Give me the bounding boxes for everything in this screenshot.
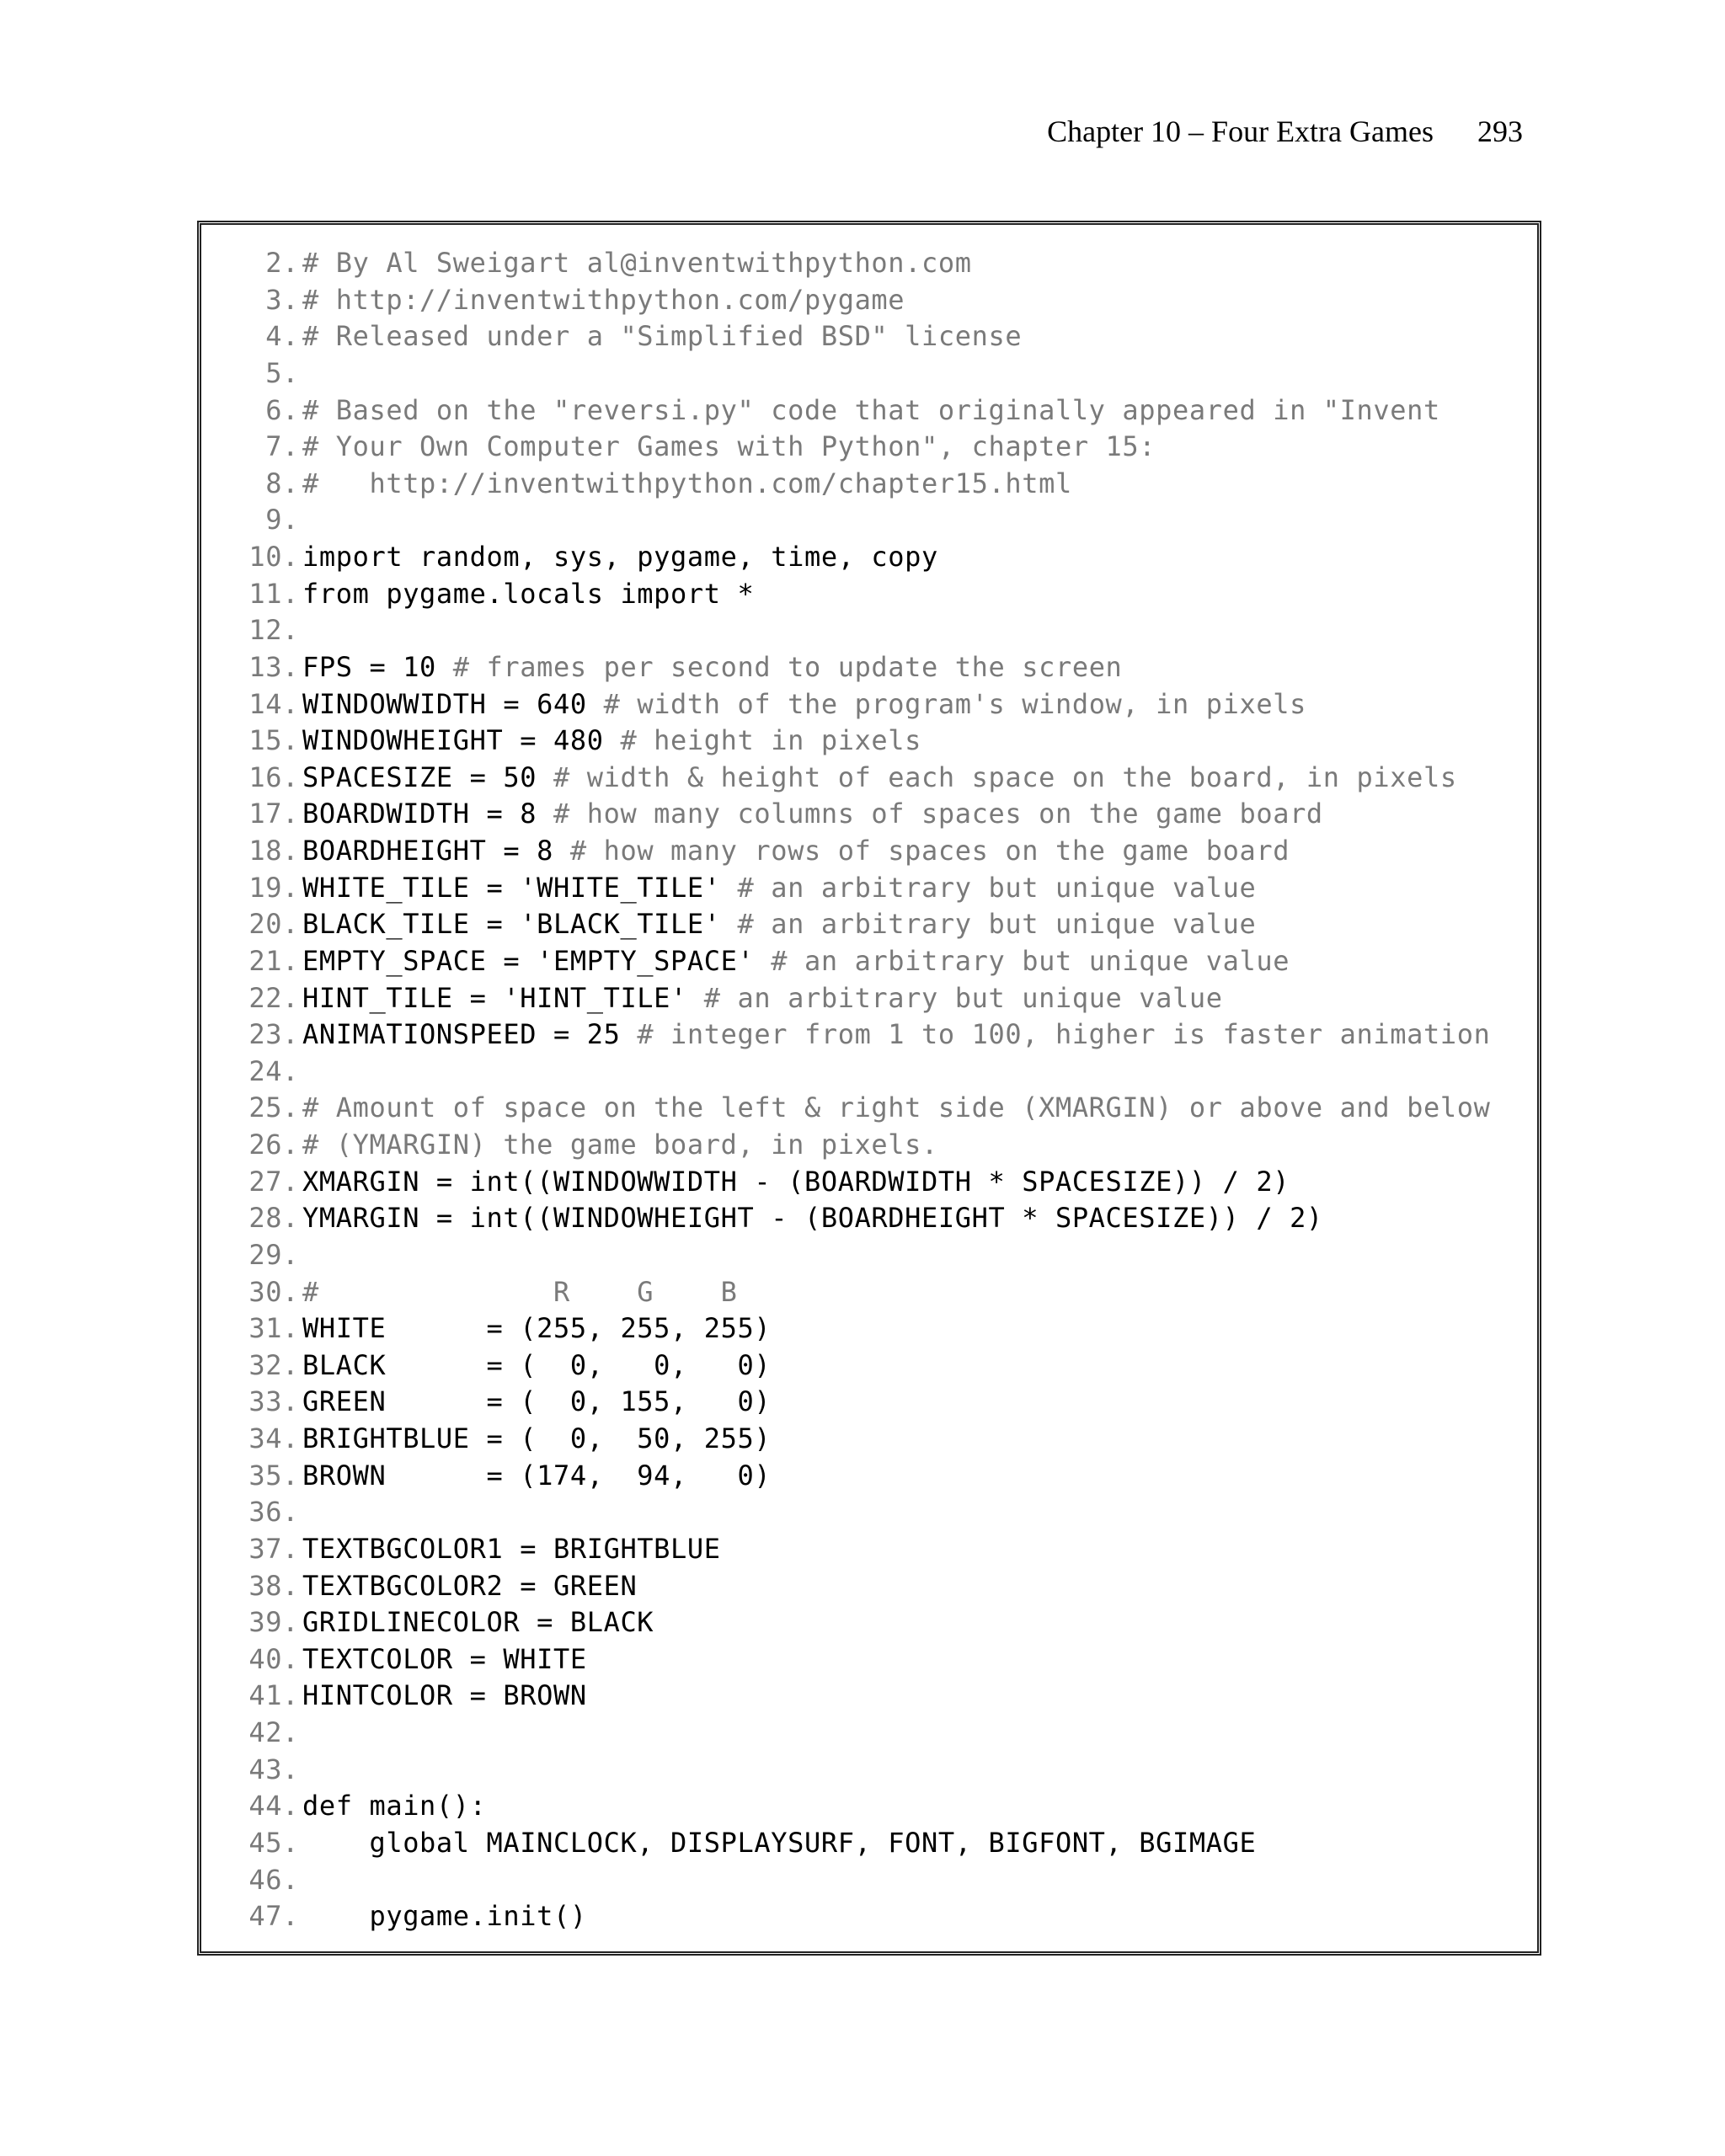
code-comment: # an arbitrary but unique value — [771, 944, 1290, 977]
line-number: 26. — [248, 1129, 299, 1161]
line-number: 2. — [265, 247, 299, 279]
code-comment: # R G B — [302, 1275, 738, 1308]
line-text — [302, 392, 1440, 430]
code-line — [201, 1898, 1537, 1935]
line-text — [302, 870, 1256, 907]
code-line — [201, 1017, 1537, 1054]
code-line — [201, 502, 1537, 539]
line-text — [302, 429, 1156, 466]
line-number: 40. — [248, 1642, 299, 1675]
code-line — [201, 355, 1537, 392]
code-line — [201, 1310, 1537, 1348]
line-text — [302, 833, 1290, 870]
code-listing-box — [197, 221, 1541, 1956]
code-text: WHITE_TILE = 'WHITE_TILE' — [302, 871, 738, 904]
line-number: 29. — [248, 1238, 299, 1271]
line-number: 8. — [265, 467, 299, 499]
line-text — [302, 686, 1306, 723]
code-text: TEXTCOLOR = WHITE — [302, 1642, 587, 1675]
line-text — [302, 1127, 938, 1164]
code-text: ANIMATIONSPEED = 25 — [302, 1018, 638, 1051]
code-text: BROWN = (174, 94, 0) — [302, 1459, 772, 1492]
line-text — [302, 1641, 587, 1678]
code-text: TEXTBGCOLOR2 = GREEN — [302, 1569, 638, 1602]
line-number: 27. — [248, 1165, 299, 1198]
code-line — [201, 318, 1537, 355]
line-number: 16. — [248, 760, 299, 793]
code-text: GRIDLINECOLOR = BLACK — [302, 1606, 654, 1639]
line-number: 17. — [248, 798, 299, 830]
code-text: global MAINCLOCK, DISPLAYSURF, FONT, BIGFONT, BGIMAGE — [302, 1826, 1257, 1859]
code-comment: # By Al Sweigart al@inventwithpython.com — [302, 247, 972, 279]
line-text — [302, 466, 1072, 503]
code-line — [201, 649, 1537, 686]
code-line — [201, 870, 1537, 907]
line-number: 3. — [265, 283, 299, 316]
code-comment: # an arbitrary but unique value — [737, 871, 1257, 904]
code-line — [201, 1127, 1537, 1164]
line-number: 25. — [248, 1091, 299, 1124]
line-text — [302, 1090, 1490, 1127]
code-text: FPS = 10 — [302, 650, 453, 683]
code-text: YMARGIN = int((WINDOWHEIGHT - (BOARDHEIGHT * SPACESIZE)) / 2) — [302, 1202, 1323, 1235]
code-comment: # http://inventwithpython.com/chapter15.html — [302, 467, 1072, 499]
line-number: 45. — [248, 1826, 299, 1859]
line-text — [302, 723, 921, 760]
code-line — [201, 539, 1537, 576]
code-line — [201, 1164, 1537, 1201]
code-text: GREEN = ( 0, 155, 0) — [302, 1385, 772, 1418]
line-number: 28. — [248, 1202, 299, 1235]
code-line — [201, 392, 1537, 430]
line-text — [302, 318, 1022, 355]
line-number: 24. — [248, 1054, 299, 1087]
page-number: 293 — [1477, 115, 1523, 148]
code-line — [201, 943, 1537, 980]
code-line — [201, 1825, 1537, 1862]
line-text — [302, 1678, 587, 1715]
line-text — [302, 760, 1457, 797]
code-line — [201, 1200, 1537, 1237]
line-number: 18. — [248, 835, 299, 867]
line-number: 14. — [248, 687, 299, 720]
code-text: from pygame.locals import * — [302, 577, 755, 610]
line-text — [302, 1604, 654, 1641]
line-number: 43. — [248, 1753, 299, 1785]
line-text — [302, 1531, 721, 1568]
line-text — [302, 1568, 637, 1605]
line-number: 33. — [248, 1385, 299, 1418]
line-text — [302, 576, 754, 613]
code-line — [201, 1531, 1537, 1568]
line-number: 42. — [248, 1716, 299, 1748]
line-number: 37. — [248, 1532, 299, 1565]
code-line — [201, 980, 1537, 1017]
code-comment: # frames per second to update the screen — [452, 650, 1123, 683]
line-number: 10. — [248, 541, 299, 573]
line-number: 47. — [248, 1900, 299, 1933]
line-number: 6. — [265, 393, 299, 426]
line-number: 13. — [248, 650, 299, 683]
code-comment: # an arbitrary but unique value — [737, 908, 1257, 941]
code-line — [201, 1641, 1537, 1678]
line-text — [302, 796, 1323, 833]
code-comment: # http://inventwithpython.com/pygame — [302, 283, 905, 316]
line-text — [302, 1164, 1290, 1201]
code-comment: # Based on the "reversi.py" code that originally appeared in "Invent — [302, 393, 1440, 426]
line-number: 32. — [248, 1348, 299, 1381]
chapter-title: Chapter 10 – Four Extra Games — [1047, 115, 1434, 148]
code-comment: # how many rows of spaces on the game board — [569, 835, 1290, 867]
code-line — [201, 1421, 1537, 1458]
line-text — [302, 1898, 587, 1935]
code-text: XMARGIN = int((WINDOWWIDTH - (BOARDWIDTH * SPACESIZE)) / 2) — [302, 1165, 1290, 1198]
code-line — [201, 1715, 1537, 1752]
code-line — [201, 906, 1537, 943]
code-comment: # an arbitrary but unique value — [703, 981, 1223, 1014]
line-text — [302, 245, 972, 282]
line-number: 9. — [265, 504, 299, 536]
line-text — [302, 1421, 771, 1458]
code-line — [201, 1237, 1537, 1274]
line-text — [302, 649, 1122, 686]
code-line — [201, 576, 1537, 613]
code-text: TEXTBGCOLOR1 = BRIGHTBLUE — [302, 1532, 721, 1565]
code-comment: # height in pixels — [620, 724, 922, 757]
line-text — [302, 282, 905, 319]
code-comment: # (YMARGIN) the game board, in pixels. — [302, 1129, 938, 1161]
code-comment: # Amount of space on the left & right side (XMARGIN) or above and below — [302, 1091, 1491, 1124]
line-text — [302, 1017, 1490, 1054]
code-comment: # Your Own Computer Games with Python", chapter 15: — [302, 430, 1156, 463]
line-number: 34. — [248, 1422, 299, 1454]
code-text: WINDOWWIDTH = 640 — [302, 687, 604, 720]
line-number: 11. — [248, 577, 299, 610]
code-line — [201, 796, 1537, 833]
code-line — [201, 686, 1537, 723]
page-header — [0, 108, 1725, 155]
line-text — [302, 1200, 1323, 1237]
line-text — [302, 906, 1256, 943]
line-number: 44. — [248, 1790, 299, 1822]
code-line — [201, 1862, 1537, 1899]
code-text: WHITE = (255, 255, 255) — [302, 1312, 772, 1345]
code-text: BLACK_TILE = 'BLACK_TILE' — [302, 908, 738, 941]
code-text: BOARDHEIGHT = 8 — [302, 835, 570, 867]
code-line — [201, 723, 1537, 760]
code-line — [201, 612, 1537, 649]
code-line — [201, 245, 1537, 282]
code-line — [201, 1274, 1537, 1311]
code-line — [201, 1788, 1537, 1825]
line-number: 5. — [265, 356, 299, 389]
line-number: 19. — [248, 871, 299, 904]
code-comment: # integer from 1 to 100, higher is faster animation — [637, 1018, 1491, 1051]
line-number: 36. — [248, 1496, 299, 1529]
line-text — [302, 1384, 771, 1421]
code-text: WINDOWHEIGHT = 480 — [302, 724, 621, 757]
code-line — [201, 760, 1537, 797]
code-text: HINTCOLOR = BROWN — [302, 1679, 587, 1712]
code-comment: # Released under a "Simplified BSD" license — [302, 320, 1023, 353]
code-line — [201, 1384, 1537, 1421]
line-text — [302, 1458, 771, 1495]
line-text — [302, 539, 938, 576]
code-line — [201, 429, 1537, 466]
line-text — [302, 1274, 738, 1311]
code-text: EMPTY_SPACE = 'EMPTY_SPACE' — [302, 944, 772, 977]
line-number: 7. — [265, 430, 299, 463]
code-text: HINT_TILE = 'HINT_TILE' — [302, 981, 704, 1014]
line-number: 20. — [248, 908, 299, 941]
code-listing — [201, 245, 1537, 1935]
code-line — [201, 1678, 1537, 1715]
code-text: import random, sys, pygame, time, copy — [302, 541, 938, 573]
code-line — [201, 1752, 1537, 1789]
code-line — [201, 1494, 1537, 1531]
code-line — [201, 1568, 1537, 1605]
line-number: 12. — [248, 614, 299, 647]
code-line — [201, 1604, 1537, 1641]
line-number: 41. — [248, 1679, 299, 1712]
line-text — [302, 1310, 771, 1348]
line-number: 35. — [248, 1459, 299, 1492]
code-text: pygame.init() — [302, 1900, 587, 1933]
line-number: 21. — [248, 944, 299, 977]
line-text — [302, 1348, 771, 1385]
line-number: 46. — [248, 1863, 299, 1896]
line-text — [302, 1825, 1256, 1862]
code-line — [201, 1458, 1537, 1495]
line-text — [302, 980, 1223, 1017]
code-line — [201, 1090, 1537, 1127]
line-number: 4. — [265, 320, 299, 353]
line-text — [302, 943, 1290, 980]
code-comment: # width & height of each space on the board, in pixels — [553, 760, 1457, 793]
line-number: 31. — [248, 1312, 299, 1345]
line-number: 23. — [248, 1018, 299, 1051]
code-line — [201, 466, 1537, 503]
code-text: def main(): — [302, 1790, 487, 1822]
line-number: 22. — [248, 981, 299, 1014]
line-text — [302, 1788, 487, 1825]
code-line — [201, 282, 1537, 319]
line-number: 39. — [248, 1606, 299, 1639]
code-comment: # width of the program's window, in pixels — [603, 687, 1306, 720]
line-number: 30. — [248, 1275, 299, 1308]
code-text: BOARDWIDTH = 8 — [302, 798, 553, 830]
code-comment: # how many columns of spaces on the game board — [553, 798, 1323, 830]
code-text: BLACK = ( 0, 0, 0) — [302, 1348, 772, 1381]
code-text: BRIGHTBLUE = ( 0, 50, 255) — [302, 1422, 772, 1454]
code-line — [201, 833, 1537, 870]
code-line — [201, 1348, 1537, 1385]
line-number: 15. — [248, 724, 299, 757]
line-number: 38. — [248, 1569, 299, 1602]
code-line — [201, 1054, 1537, 1091]
code-text: SPACESIZE = 50 — [302, 760, 553, 793]
